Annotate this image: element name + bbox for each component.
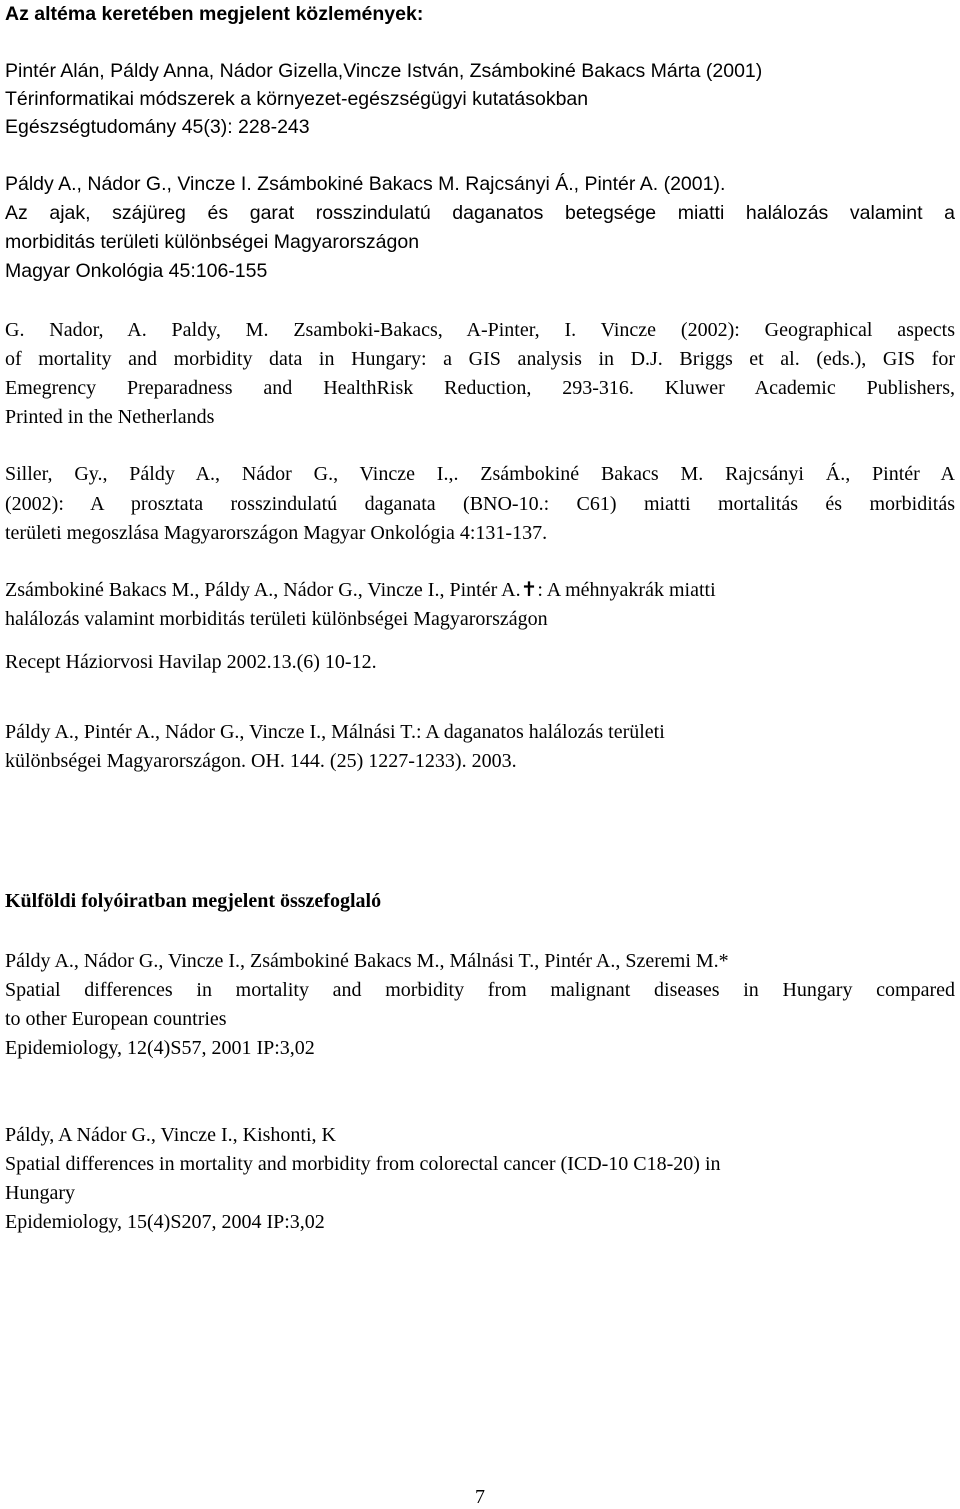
pub2-title-1: Az ajak, szájüreg és garat rosszindulatú daganatos betegsége miatti halálozás valamint a xyxy=(5,202,955,224)
abs2-title-2: Hungary xyxy=(5,1182,75,1204)
pub1-authors: Pintér Alán, Páldy Anna, Nádor Gizella,Vincze István, Zsámbokiné Bakacs Márta (2001) xyxy=(5,60,763,82)
abs1-source: Epidemiology, 12(4)S57, 2001 IP:3,02 xyxy=(5,1037,315,1059)
page-number: 7 xyxy=(475,1486,485,1508)
pub1-source: Egészségtudomány 45(3): 228-243 xyxy=(5,116,310,138)
abs1-title-2: to other European countries xyxy=(5,1008,227,1030)
pub5-line-2: halálozás valamint morbiditás területi különbségei Magyarországon xyxy=(5,608,548,630)
pub4-line-1: Siller, Gy., Páldy A., Nádor G., Vincze I.,. Zsámbokiné Bakacs M. Rajcsányi Á., Pintér A xyxy=(5,463,955,485)
pub2-source: Magyar Onkológia 45:106-155 xyxy=(5,260,268,282)
pub6-line-2: különbségei Magyarországon. OH. 144. (25) 1227-1233). 2003. xyxy=(5,750,517,772)
pub6-line-1: Páldy A., Pintér A., Nádor G., Vincze I., Málnási T.: A daganatos halálozás területi xyxy=(5,721,665,743)
pub5-line-1: Zsámbokiné Bakacs M., Páldy A., Nádor G., Vincze I., Pintér A.✝: A méhnyakrák miatti xyxy=(5,579,716,601)
abs2-title-1: Spatial differences in mortality and morbidity from colorectal cancer (ICD-10 C18-20) in xyxy=(5,1153,721,1175)
abs2-authors: Páldy, A Nádor G., Vincze I., Kishonti, K xyxy=(5,1124,336,1146)
abs2-source: Epidemiology, 15(4)S207, 2004 IP:3,02 xyxy=(5,1211,325,1233)
pub4-line-3: területi megoszlása Magyarországon Magyar Onkológia 4:131-137. xyxy=(5,522,548,544)
pub2-authors: Páldy A., Nádor G., Vincze I. Zsámbokiné Bakacs M. Rajcsányi Á., Pintér A. (2001). xyxy=(5,173,726,195)
pub3-line-2: of mortality and morbidity data in Hungary: a GIS analysis in D.J. Briggs et al. (eds.), GIS for xyxy=(5,348,955,370)
abs1-title-1: Spatial differences in mortality and morbidity from malignant diseases in Hungary compared xyxy=(5,979,955,1001)
pub1-title: Térinformatikai módszerek a környezet-egészségügyi kutatásokban xyxy=(5,88,589,110)
pub4-line-2: (2002): A prosztata rosszindulatú daganata (BNO-10.: C61) miatti mortalitás és morbiditás xyxy=(5,493,955,515)
section-heading-publications: Az altéma keretében megjelent közlemények: xyxy=(5,3,424,25)
section-heading-abstracts: Külföldi folyóiratban megjelent összefoglaló xyxy=(5,890,382,912)
pub5-line-3: Recept Háziorvosi Havilap 2002.13.(6) 10-12. xyxy=(5,651,377,673)
pub3-line-3: Emegrency Preparadness and HealthRisk Reduction, 293-316. Kluwer Academic Publishers, xyxy=(5,377,955,399)
pub2-title-2: morbiditás területi különbségei Magyarországon xyxy=(5,231,420,253)
abs1-authors: Páldy A., Nádor G., Vincze I., Zsámbokiné Bakacs M., Málnási T., Pintér A., Szeremi M.* xyxy=(5,950,729,972)
pub3-line-4: Printed in the Netherlands xyxy=(5,406,215,428)
pub3-line-1: G. Nador, A. Paldy, M. Zsamboki-Bakacs, A-Pinter, I. Vincze (2002): Geographical aspects xyxy=(5,319,955,341)
